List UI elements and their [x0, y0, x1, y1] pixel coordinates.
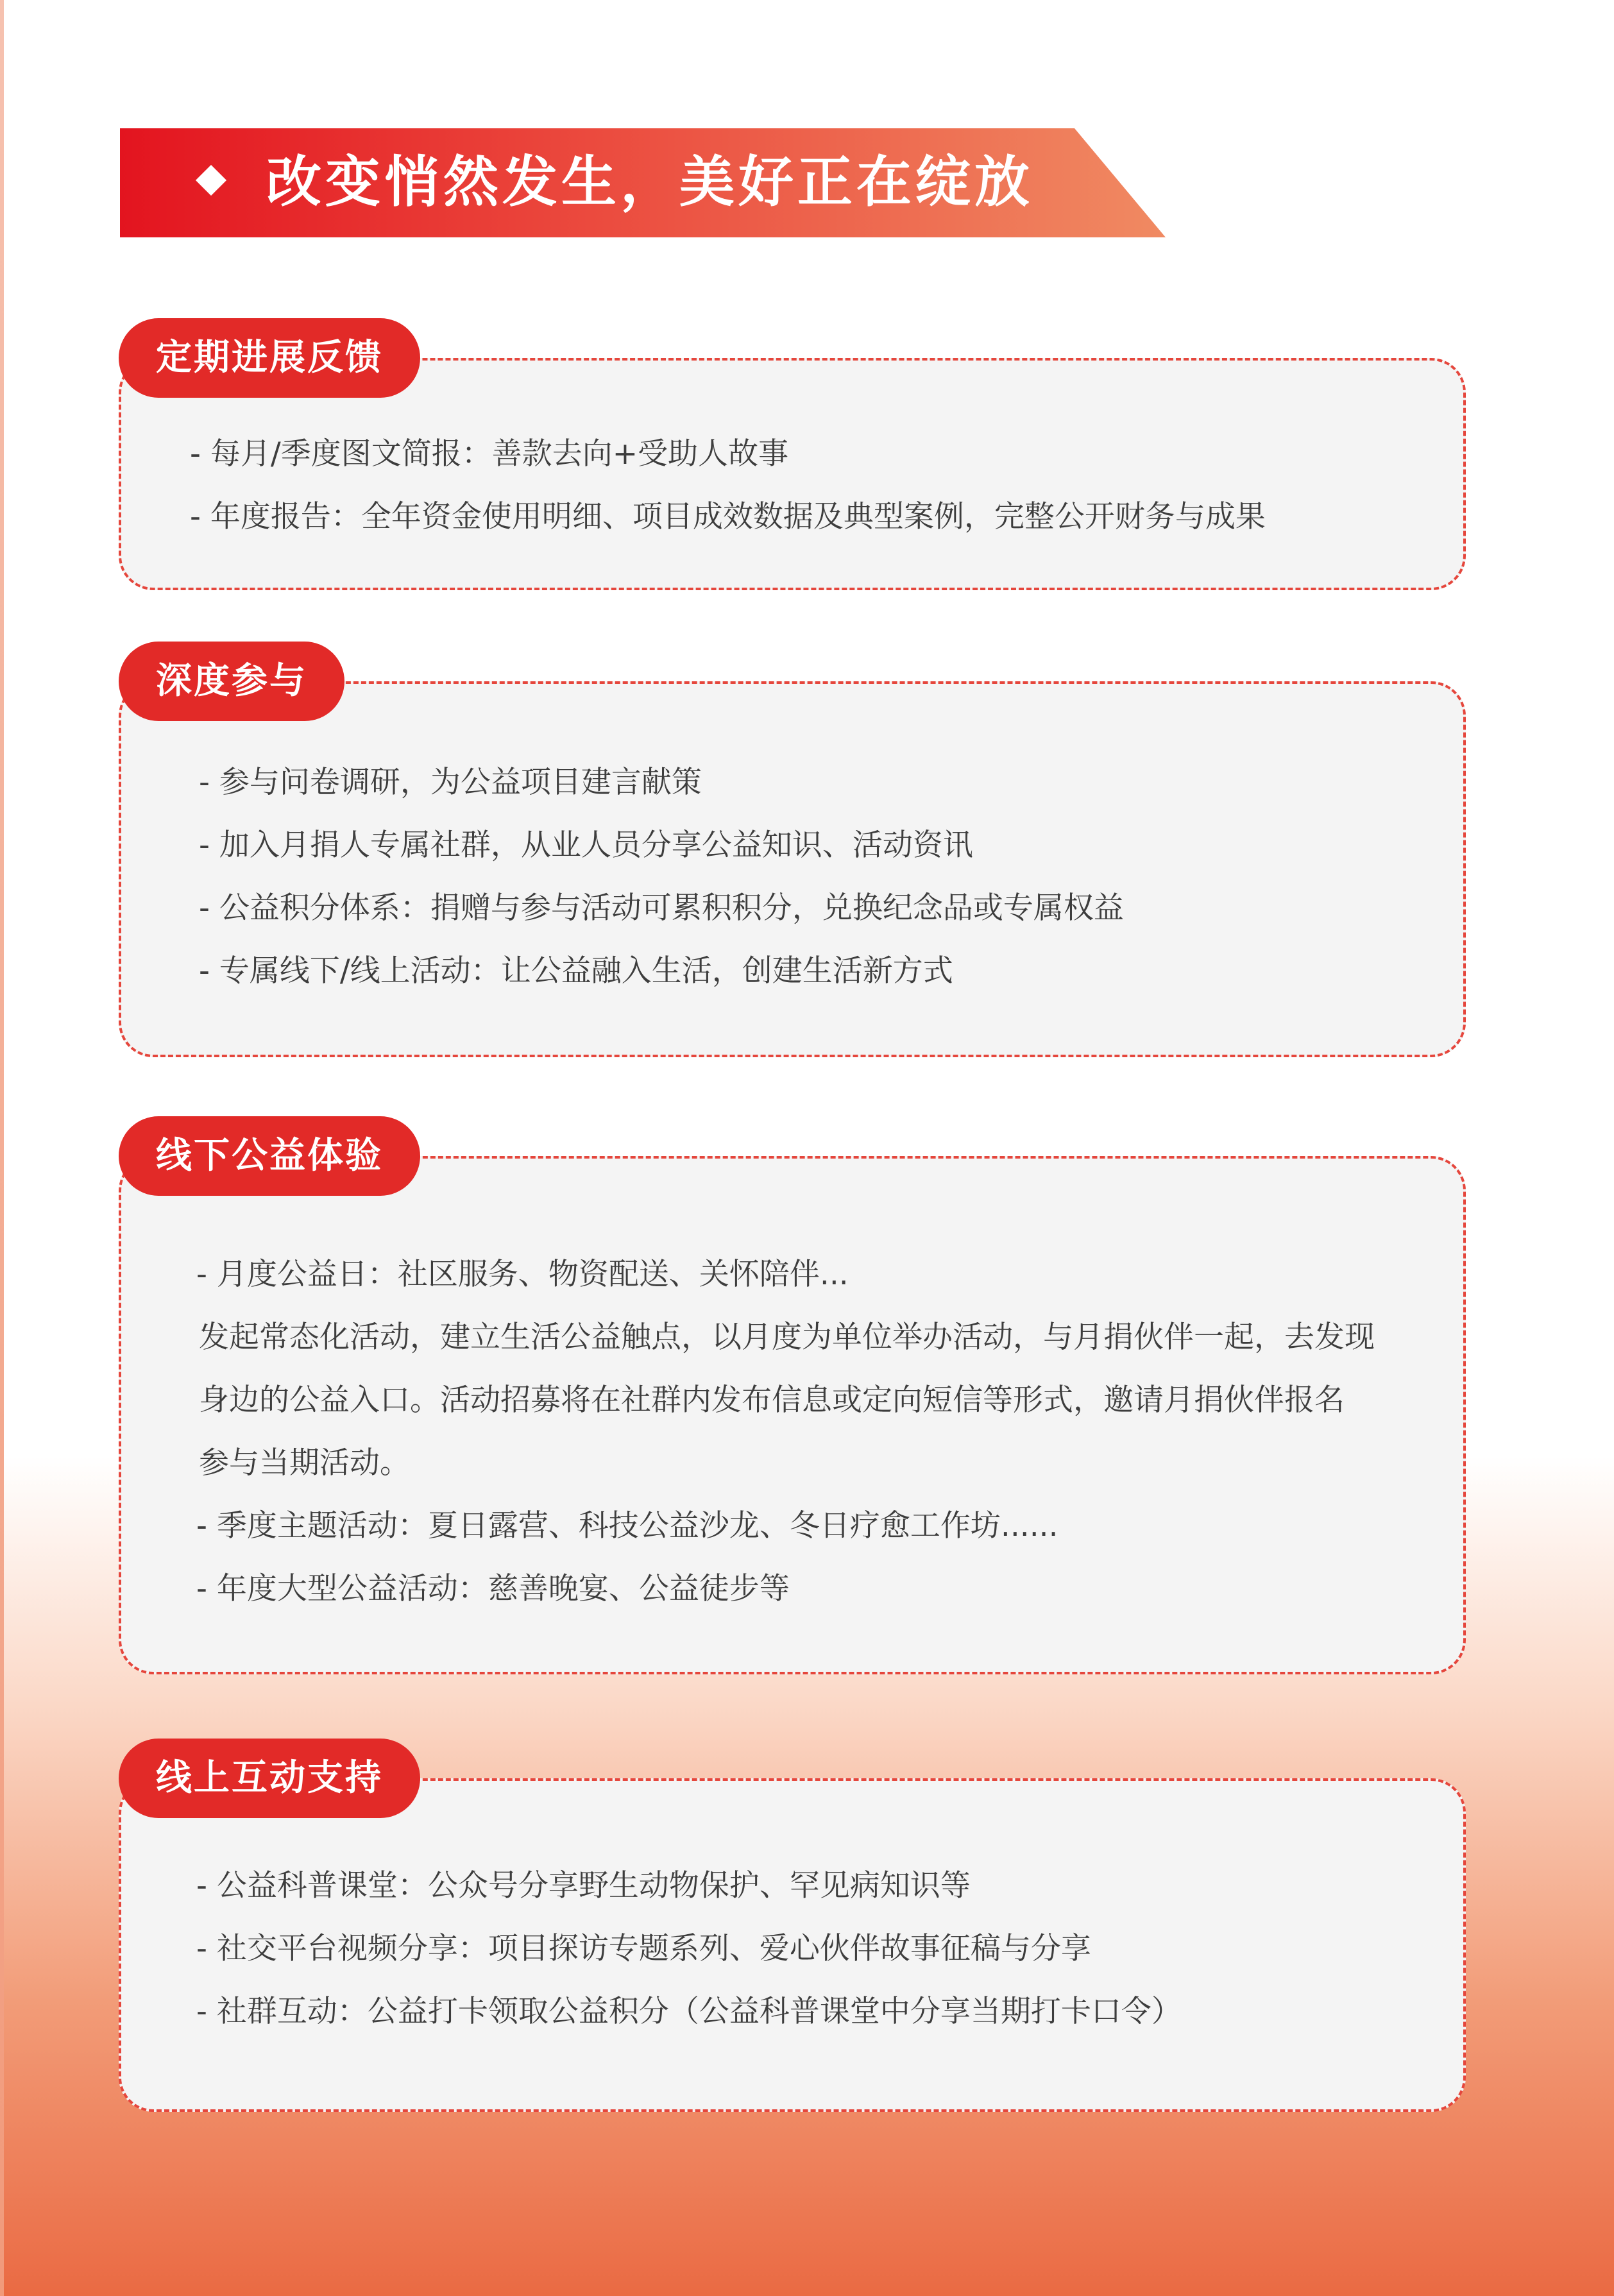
- section-title-progress-feedback: 定期进展反馈: [119, 318, 420, 398]
- list-item: - 专属线下/线上活动：让公益融入生活，创建生活新方式: [199, 953, 953, 989]
- section-title-deep-participation: 深度参与: [119, 642, 344, 721]
- list-item: - 参与问卷调研，为公益项目建言献策: [199, 765, 702, 800]
- section-title-online-support: 线上互动支持: [119, 1739, 420, 1818]
- list-item: - 月度公益日：社区服务、物资配送、关怀陪伴...: [196, 1257, 849, 1292]
- list-item: - 每月/季度图文简报：善款去向+受助人故事: [190, 436, 789, 472]
- list-item: - 社交平台视频分享：项目探访专题系列、爱心伙伴故事征稿与分享: [196, 1931, 1091, 1966]
- page-title: 改变悄然发生，美好正在绽放: [266, 150, 1033, 214]
- list-item: - 社群互动：公益打卡领取公益积分（公益科普课堂中分享当期打卡口令）: [196, 1994, 1182, 2029]
- left-edge-decoration: [0, 0, 4, 2296]
- section-title-offline-experience: 线下公益体验: [119, 1116, 420, 1196]
- paragraph-line: 参与当期活动。: [199, 1445, 410, 1481]
- section-card-deep-participation: [119, 681, 1466, 1057]
- paragraph-line: 身边的公益入口。活动招募将在社群内发布信息或定向短信等形式，邀请月捐伙伴报名: [199, 1382, 1345, 1418]
- list-item: - 年度报告：全年资金使用明细、项目成效数据及典型案例，完整公开财务与成果: [190, 499, 1266, 534]
- paragraph-line: 发起常态化活动，建立生活公益触点，以月度为单位举办活动，与月捐伙伴一起，去发现: [199, 1320, 1375, 1355]
- list-item: - 加入月捐人专属社群，从业人员分享公益知识、活动资讯: [199, 828, 973, 863]
- list-item: - 季度主题活动：夏日露营、科技公益沙龙、冬日疗愈工作坊......: [196, 1508, 1058, 1543]
- list-item: - 年度大型公益活动：慈善晚宴、公益徒步等: [196, 1571, 790, 1606]
- list-item: - 公益科普课堂：公众号分享野生动物保护、罕见病知识等: [196, 1868, 971, 1903]
- list-item: - 公益积分体系：捐赠与参与活动可累积积分，兑换纪念品或专属权益: [199, 890, 1124, 926]
